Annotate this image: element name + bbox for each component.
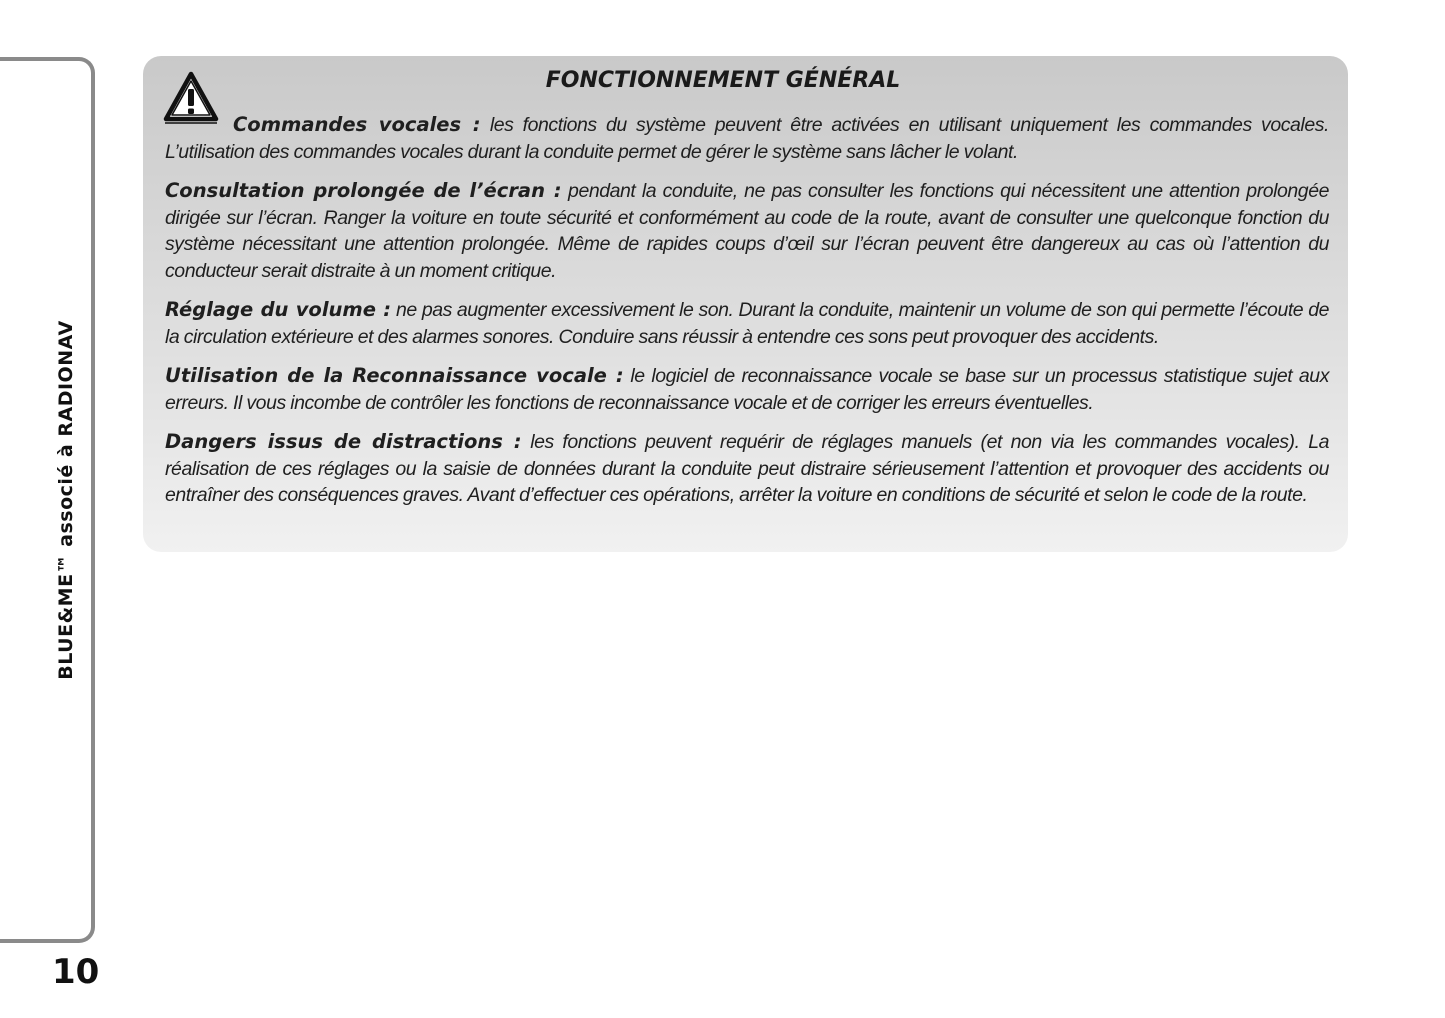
paragraph-volume: [165, 297, 1329, 350]
paragraph-body: les fonctions peuvent requérir de réglages manuels (et non via les commandes vocales). La réalisation de ces réglages ou la saisie de données durant la conduite peut distraire sérieusement l’attention et provoquer des accidents ou entraîner des conséquences graves. Avant d’effectuer ces opérations, arrêter la voiture en conditions de sécurité et selon le code de la route.: [165, 431, 1329, 506]
paragraph-screen-consultation: [165, 178, 1329, 284]
paragraph-body: le logiciel de reconnaissance vocale se base sur un processus statistique sujet aux erreurs. Il vous incombe de contrôler les fonctions de reconnaissance vocale et de corriger les erreurs éventuelles.: [165, 365, 1329, 414]
paragraph-body: les fonctions du système peuvent être activées en utilisant uniquement les commandes vocales. L’utilisation des commandes vocales durant la conduite permet de gérer le système sans lâcher le volant.: [165, 114, 1329, 163]
warning-box: [143, 56, 1348, 552]
margin-bracket: [0, 57, 95, 943]
paragraph-voice-recognition: [165, 363, 1329, 416]
paragraph-body: ne pas augmenter excessivement le son. Durant la conduite, maintenir un volume de son qui permette l’écoute de la circulation extérieure et des alarmes sonores. Conduire sans réussir à entendre ces sons peut provoquer des accidents.: [165, 299, 1329, 348]
section-title: BLUE&ME™ associé à RADIONAV: [55, 320, 77, 680]
paragraph-distractions: [165, 429, 1329, 509]
paragraph-lead: Commandes vocales :: [233, 113, 481, 136]
warning-title: FONCTIONNEMENT GÉNÉRAL: [545, 68, 901, 93]
page-number: 10: [52, 952, 100, 992]
paragraph-lead: Réglage du volume :: [165, 298, 392, 321]
paragraph-lead: Utilisation de la Reconnaissance vocale :: [165, 364, 624, 387]
paragraph-lead: Consultation prolongée de l’écran :: [165, 179, 562, 202]
paragraph-lead: Dangers issus de distractions :: [165, 430, 522, 453]
paragraph-voice-commands: [165, 112, 1329, 165]
paragraph-body: pendant la conduite, ne pas consulter les fonctions qui nécessitent une attention prolongée dirigée sur l’écran. Ranger la voiture en toute sécurité et conformément au code de la route, avant de consulter une quelconque fonction du système nécessitant une attention prolongée. Même de rapides coups d’œil sur l’écran peuvent être dangereux au cas où l’attention du conducteur serait distraite à un moment critique.: [165, 180, 1329, 282]
warning-text: [165, 112, 1329, 522]
